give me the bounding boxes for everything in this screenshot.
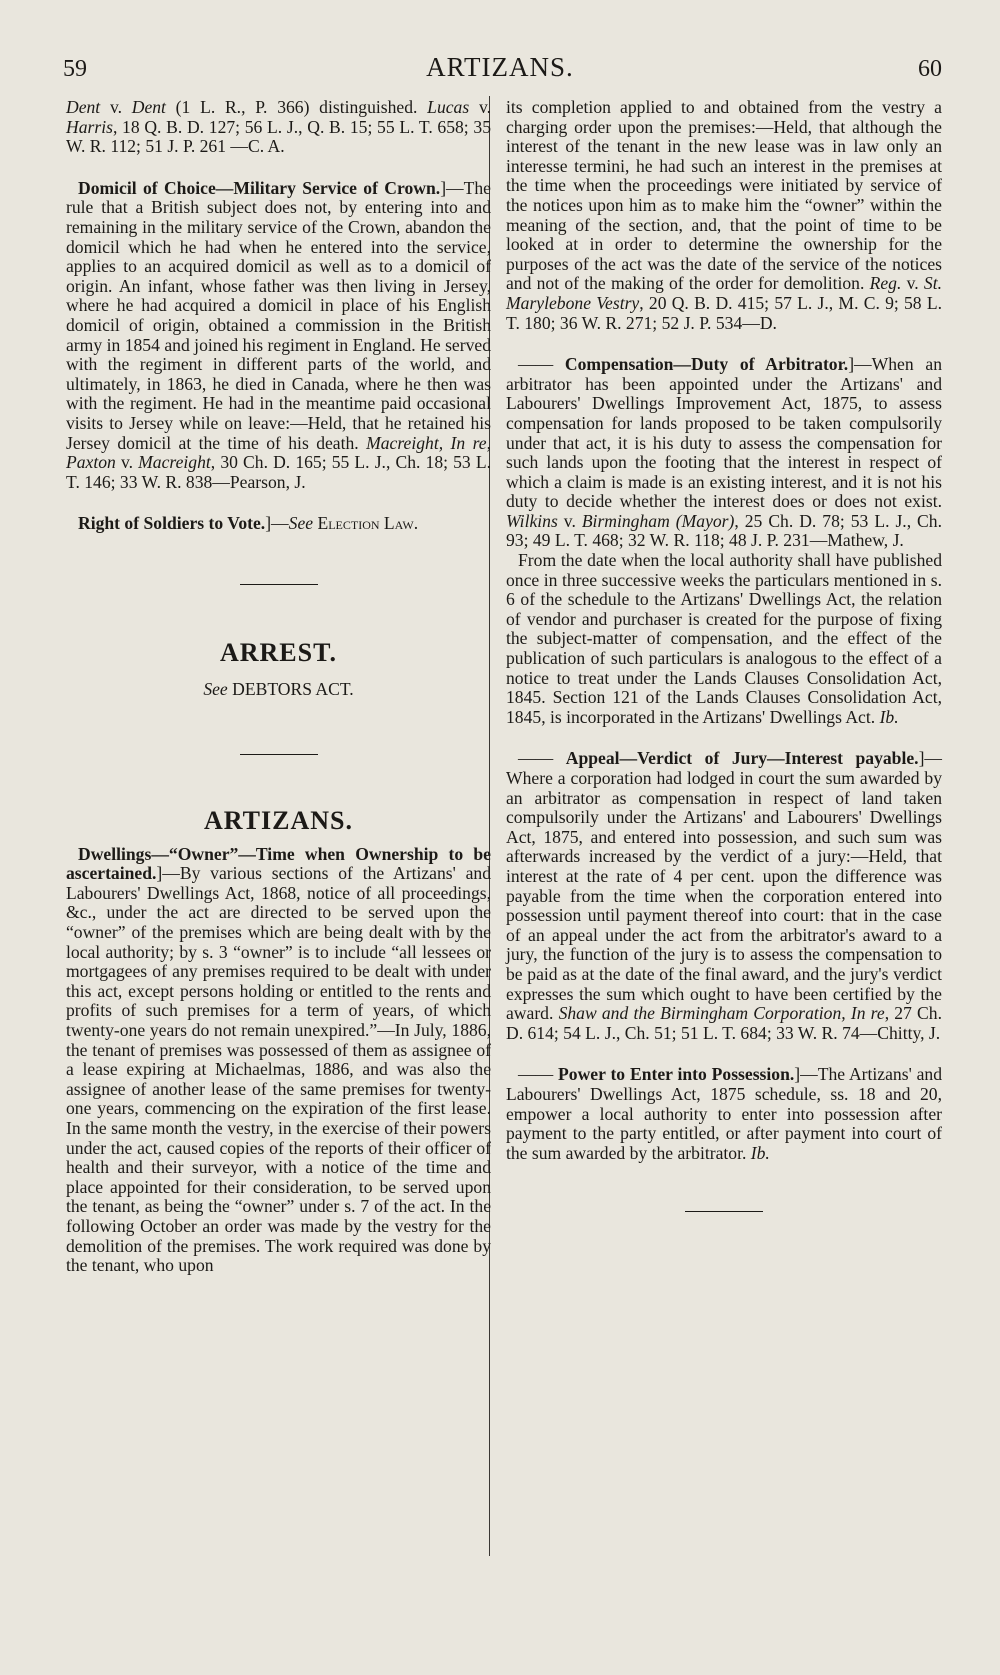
- entry-heading: Appeal—Verdict of Jury—Interest payable.: [565, 748, 919, 769]
- case-name: Harris: [66, 116, 113, 137]
- case-name: Birmingham (Mayor): [581, 510, 735, 531]
- page-number-left: 59: [63, 56, 87, 82]
- citation: , 20 Q. B. D. 415; 57 L. J., M. C. 9; 58 L. T. 180; 36 W. R. 271; 52 J. P. 534—D.: [506, 292, 942, 333]
- case-name: Dent: [66, 97, 101, 117]
- arrest-see-reference: [66, 680, 491, 700]
- entry-text: ]—The rule that a British subject does not, by entering into and remaining in the military service of the Crown, abandon the domicil which he had when he entered into the service, applies to an acquired domicil as well as to a domicil of origin. An infant, whose father was then living in Jersey, where he had acquired a domicil in place of his English domicil of origin, obtained a commission in the British army in 1854 and joined his regiment in England. He served with the regiment in different parts of the world, and ultimately, in 1863, he died in Canada, where he then was with the regiment. He had in the meantime paid occasional visits to Jersey while on leave:—Held, that he retained his Jersey domicil at the time of his death.: [66, 177, 491, 453]
- entry-heading: Power to Enter into Possession.: [558, 1064, 795, 1085]
- entry-text: its completion applied to and obtained from the vestry a charging order upon the premises:—Held, that although the interest of the tenant in the new lease was in law only an interesse termini, he had such an interest in the premises at the time when the proceedings were initiated by service of the notices upon him as to make him the “owner” within the meaning of the section, and, that the point of time to be looked at in order to determine the ownership for the purposes of the act was the date of the service of the notices and not of the making of the order for demolition.: [506, 97, 942, 294]
- entry-heading: Right of Soldiers to Vote.: [78, 513, 266, 534]
- see-reference: See: [288, 513, 314, 534]
- citation: (1 L. R., P. 366) distinguished.: [165, 97, 428, 117]
- compensation-entry: [506, 355, 942, 551]
- section-divider: [685, 1211, 763, 1212]
- entry-text: ]—When an arbitrator has been appointed under the Artizans' and Labourers' Dwellings Improvement Act, 1875, to assess compensation for lands proposed to be taken compulsorily under that act, it is his duty to assess the compensation for such lands upon the footing that the interest in respect of which a claim is made is an existing interest, and it is not his duty to decide whether the interest does or does not exist.: [506, 354, 942, 512]
- entry-text: ]—Where a corporation had lodged in court the sum awarded by an arbitrator as compensation in respect of land taken compulsorily under the Artizans' and Labourers' Dwellings Act, 1875, and entered into possession, and such sum was afterwards increased by the verdict of a jury:—Held, that interest at the rate of 4 per cent. upon the difference was payable from the time when the corporation entered into possession until payment thereof into court: that in the case of an appeal under the act from the arbitrator's award to a jury, the function of the jury is to assess the compensation to be paid as at the date of the final award, and the jury's verdict expresses the sum which ought to have been certified by the award.: [506, 748, 943, 1024]
- citation: , 25 Ch. D. 78; 53 L. J., Ch. 93; 49 L. T. 468; 32 W. R. 118; 48 J. P. 231—Mathew, J.: [506, 510, 942, 551]
- case-name: Lucas: [427, 97, 470, 117]
- domicil-entry: [66, 179, 491, 493]
- case-name: Macreight: [138, 452, 211, 473]
- entry-heading: Domicil of Choice—Military Service of Crown.: [78, 177, 441, 198]
- see-reference: See: [203, 679, 228, 700]
- ibid: Ib.: [879, 706, 899, 727]
- entry-text: ]—By various sections of the Artizans' and Labourers' Dwellings Act, 1868, notice of all proceedings, &c., under the act are directed to be served upon the “owner” of the premises which are being dealt with by the local authority; by s. 3 “owner” is to include “all lessees or mortgagees of any premises required to be dealt with under this act, except persons holding or entitled to the rents and profits of such premises for a term of years, of which twenty-one years do not remain unexpired.”—In July, 1886, the tenant of premises was possessed of them as assignee of a lease expiring at Michaelmas, 1886, and was also the assignee of another lease of the same premises for twenty-one years, commencing on the expiration of the first lease. In the same month the vestry, in the exercise of their powers under the act, caused copies of the reports of their officer of health and their surveyor, with a notice of the time and place appointed for their consideration, to be served upon the tenant, as being the “owner” under s. 7 of the act. In the following October an order was made by the vestry for the demolition of the premises. The work required was done by the tenant, who upon: [66, 863, 491, 1276]
- ibid: Ib.: [750, 1142, 770, 1163]
- case-citation-paragraph: [66, 98, 491, 157]
- dash: ——: [518, 748, 566, 769]
- case-name: St. Marylebone Vestry: [506, 273, 942, 313]
- dwellings-owner-entry: [66, 845, 491, 1276]
- citation: , 18 Q. B. D. 127; 56 L. J., Q. B. 15; 55 L. T. 658; 35 W. R. 112; 51 J. P. 261 —C. A.: [66, 116, 491, 157]
- entry-text: From the date when the local authority shall have published once in three successive weeks the particulars mentioned in s. 6 of the schedule to the Artizans' Dwellings Act, the relation of vendor and purchaser is created for the purpose of fixing the subject-matter of compensation, and the effect of the publication of such particulars is analogous to the effect of a notice to treat under the Lands Clauses Consolidation Act, 1845. Section 121 of the Lands Clauses Consolidation Act, 1845, is incorporated in the Artizans' Dwellings Act.: [506, 550, 942, 727]
- versus: v.: [469, 97, 491, 117]
- entry-heading: Compensation—Duty of Arbitrator.: [564, 354, 849, 375]
- versus: v.: [901, 273, 924, 294]
- case-name: Reg.: [869, 273, 902, 294]
- citation: , 27 Ch. D. 614; 54 L. J., Ch. 51; 51 L. T. 684; 33 W. R. 74—Chitty, J.: [506, 1003, 942, 1043]
- cross-reference: DEBTORS ACT.: [227, 679, 354, 700]
- running-head: ARTIZANS.: [426, 52, 574, 82]
- dash: ——: [518, 354, 565, 375]
- bracket: ]—: [265, 513, 289, 534]
- case-name: Shaw and the Birmingham Corporation, In re: [558, 1003, 885, 1024]
- appeal-entry: [506, 749, 942, 1043]
- right-column: [506, 98, 942, 1212]
- owner-continued-entry: [506, 98, 942, 333]
- possession-entry: [506, 1065, 942, 1163]
- versus: v.: [557, 510, 582, 531]
- entry-text: ]—The Artizans' and Labourers' Dwellings Act, 1875 schedule, ss. 18 and 20, empower a local authority to enter into possession after payment to the party entitled, or after payment into court of the sum awarded by the arbitrator.: [506, 1064, 942, 1163]
- versus: v.: [100, 97, 132, 117]
- left-column: [66, 98, 491, 1276]
- case-name: Wilkins: [506, 510, 558, 531]
- page-number-right: 60: [918, 56, 942, 82]
- entry-heading: Dwellings—“Owner”—Time when Ownership to be ascertained.: [66, 843, 491, 884]
- section-heading-arrest: ARREST.: [219, 637, 338, 667]
- soldiers-vote-entry: [66, 514, 491, 534]
- cross-reference: Election Law.: [313, 513, 419, 534]
- case-name: Macreight, In re, Paxton: [66, 432, 491, 473]
- dash: ——: [518, 1064, 559, 1085]
- citation: , 30 Ch. D. 165; 55 L. J., Ch. 18; 53 L. T. 146; 33 W. R. 838—Pearson, J.: [66, 452, 491, 492]
- versus: v.: [115, 452, 139, 473]
- case-name: Dent: [131, 97, 166, 117]
- section-heading-artizans: ARTIZANS.: [204, 806, 353, 836]
- publication-entry: [506, 551, 942, 727]
